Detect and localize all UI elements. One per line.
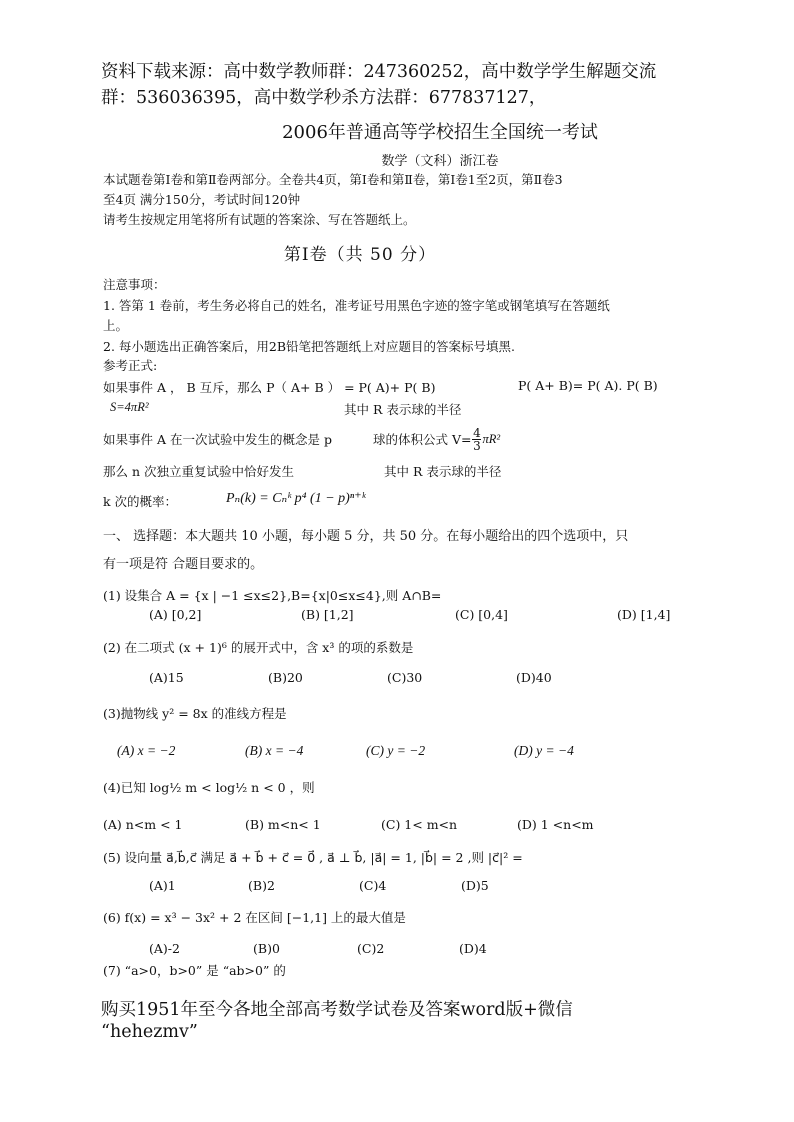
part-1-intro-line-2: 有一项是符 合题目要求的。 [103,557,264,572]
exam-title: 2006年普通高等学校招生全国统一考试 [282,122,598,143]
intro-line-2: 至4页 满分150分，考试时间120钟 [103,192,301,207]
question-6-option-d: (D)4 [459,941,487,956]
question-4-option-b: (B) m<n< 1 [245,817,321,832]
formula-bernoulli-intro: 那么 n 次独立重复试验中恰好发生 [103,464,294,479]
part-1-intro-line-1: 一、 选择题：本大题共 10 小题，每小题 5 分，共 50 分。在每小题给出的四个选项中，只 [103,529,629,544]
question-5-option-a: (A)1 [149,878,176,893]
sphere-volume-label: 球的体积公式 V= [373,432,472,447]
footer-line-2: “hehezmv” [101,1022,198,1042]
question-2-option-c: (C)30 [387,670,423,685]
formula-binomial-probability: Pₙ(k) = Cₙᵏ p⁴ (1 − p)ⁿ⁺ᵏ [226,491,366,506]
source-header-line-2: 群：536036395，高中数学秒杀方法群：677837127， [101,88,547,108]
question-3-stem: (3)抛物线 y² = 8x 的准线方程是 [103,706,287,721]
question-2-option-d: (D)40 [516,670,552,685]
question-4-option-c: (C) 1< m<n [381,817,458,832]
question-2-option-b: (B)20 [268,670,303,685]
volume-fraction [472,427,481,452]
question-5-option-b: (B)2 [248,878,275,893]
formula-sphere-volume [373,420,500,458]
note-1-line-2: 上。 [103,318,129,333]
question-4-option-d: (D) 1 <n<m [517,817,594,832]
note-2: 2. 每小题选出正确答案后，用2B铅笔把答题纸上对应题目的答案标号填黑. [103,339,516,354]
volume-fraction-numerator: 4 [473,425,481,440]
notes-heading: 注意事项： [103,277,166,292]
formula-mutually-exclusive: 如果事件 A ， B 互斥，那么 P（ A+ B ） = P( A)+ P( B) [103,380,436,395]
question-5-option-c: (C)4 [359,878,387,893]
question-3-option-b: (B) x = −4 [245,743,304,758]
question-6-option-b: (B)0 [253,941,280,956]
source-header-line-1: 资料下载来源：高中数学教师群：247360252，高中数学学生解题交流 [101,62,657,82]
question-1-option-b: (B) [1,2] [301,607,354,622]
question-5-option-d: (D)5 [461,878,489,893]
question-1-option-d: (D) [1,4] [617,607,671,622]
question-4-option-a: (A) n<m < 1 [103,817,183,832]
question-5-stem: (5) 设向量 a⃗,b⃗,c⃗ 满足 a⃗ + b⃗ + c⃗ = 0⃗ , a⃗ ⊥ b⃗, |a⃗| = 1, |b⃗| = 2 ,则 |c⃗|² = [103,850,523,865]
intro-line-1: 本试题卷第Ⅰ卷和第Ⅱ卷两部分。全卷共4页，第Ⅰ卷和第Ⅱ卷，第Ⅰ卷1至2页，第Ⅱ卷3 [103,172,563,187]
question-3-option-d: (D) y = −4 [514,743,574,758]
intro-line-3: 请考生按规定用笔将所有试题的答案涂、写在答题纸上。 [103,212,416,227]
formula-independent: P( A+ B)= P( A). P( B) [518,378,658,393]
question-7-stem: (7) “a>0，b>0” 是 “ab>0” 的 [103,963,286,978]
formula-sphere-area-note: 其中 R 表示球的半径 [344,402,462,417]
reference-formulas-label: 参考正式: [103,358,158,373]
footer-line-1: 购买1951年至今各地全部高考数学试卷及答案word版+微信 [101,1000,573,1020]
question-2-option-a: (A)15 [149,670,184,685]
volume-fraction-denominator: 3 [473,438,481,453]
question-1-option-a: (A) [0,2] [149,607,202,622]
question-1-option-c: (C) [0,4] [455,607,508,622]
formula-sphere-volume-note: 其中 R 表示球的半径 [384,464,502,479]
question-3-option-a: (A) x = −2 [117,743,176,758]
question-2-stem: (2) 在二项式 (x + 1)⁶ 的展开式中，含 x³ 的项的系数是 [103,640,414,655]
question-1-stem: (1) 设集合 A = {x | −1 ≤x≤2},B={x|0≤x≤4},则 A∩B= [103,588,442,603]
question-4-stem: (4)已知 log½ m < log½ n < 0 ，则 [103,780,315,795]
formula-k-times-label: k 次的概率： [103,494,178,509]
volume-pi-r-cubed: πR² [482,431,501,446]
section-title: 第Ⅰ卷（共 50 分） [283,245,437,265]
exam-subtitle: 数学（文科）浙江卷 [381,154,499,169]
formula-probability-p: 如果事件 A 在一次试验中发生的概念是 p [103,432,332,447]
question-3-option-c: (C) y = −2 [366,743,426,758]
question-6-stem: (6) f(x) = x³ − 3x² + 2 在区间 [−1,1] 上的最大值是 [103,910,406,925]
formula-sphere-area: S=4πR² [110,400,149,414]
note-1-line-1: 1. 答第 1 卷前，考生务必将自己的姓名，准考证号用黑色字迹的签字笔或钢笔填写在答题纸 [103,298,610,313]
question-6-option-a: (A)-2 [149,941,180,956]
question-6-option-c: (C)2 [357,941,385,956]
